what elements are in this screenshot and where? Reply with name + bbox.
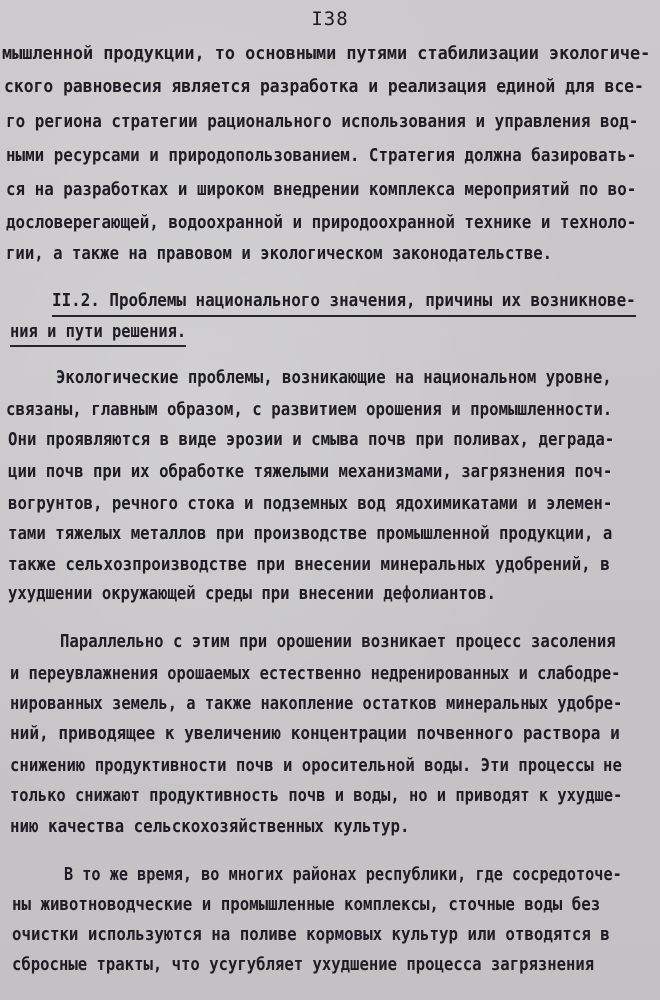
text-line: мышленной продукции, то основными путями стабилизации экологиче- [2, 44, 651, 64]
text-line: нию качества сельскохозяйственных культур. [10, 817, 410, 837]
text-line: ского равновесия является разработка и реализация единой для все- [4, 77, 644, 97]
text-line: В то же время, во многих районах республики, где сосредоточе- [64, 865, 622, 885]
text-line: вогрунтов, речного стока и подземных вод ядохимикатами и элемен- [8, 494, 613, 514]
text-line: очистки используются на поливе кормовых культур или отводятся в [12, 925, 610, 945]
heading-underline [52, 315, 636, 317]
text-line: ными ресурсами и природопользованием. Стратегия должна базировать- [6, 146, 637, 166]
heading-underline [10, 345, 186, 347]
text-line: ний, приводящее к увеличению концентрации почвенного раствора и [10, 724, 620, 744]
page-number: I38 [311, 8, 349, 30]
text-line: дословерегающей, водоохранной и природоохранной технике и техноло- [6, 213, 637, 233]
text-line: гии, а также на правовом и экологическом законодательстве. [6, 244, 553, 264]
heading-line: II.2. Проблемы национального значения, причины их возникнове- [52, 291, 636, 311]
text-line: го региона стратегии рационального использования и управления вод- [6, 112, 639, 132]
text-line: нированных земель, а также накопление остатков минеральных удобре- [10, 694, 623, 714]
text-line: Они проявляются в виде эрозии и смыва почв при поливах, деграда- [8, 430, 615, 450]
text-line: тами тяжелых металлов при производстве промышленной продукции, а [8, 524, 613, 544]
text-line: сбросные тракты, что усугубляет ухудшение процесса загрязнения [12, 955, 595, 975]
text-line: и переувлажнения орошаемых естественно недренированных и слабодре- [10, 664, 621, 684]
text-line: ны животноводческие и промышленные комплексы, сточные воды без [12, 895, 601, 915]
text-line: связаны, главным образом, с развитием орошения и промышленности. [6, 400, 613, 420]
text-line: ся на разработках и широком внедрении комплекса мероприятий по во- [6, 180, 637, 200]
text-line: Экологические проблемы, возникающие на национальном уровне, [56, 368, 612, 388]
text-line: только снижают продуктивность почв и воды, но и приводят к ухудше- [10, 786, 623, 806]
text-line: Параллельно с этим при орошении возникает процесс засоления [60, 632, 616, 652]
text-line: ции почв при их обработке тяжелыми механизмами, загрязнения поч- [8, 462, 613, 482]
text-line: ухудшении окружающей среды при внесении дефолиантов. [8, 584, 496, 604]
text-line: снижению продуктивности почв и оросительной воды. Эти процессы не [10, 756, 622, 776]
heading-line: ния и пути решения. [10, 322, 187, 342]
text-line: также сельхозпроизводстве при внесении минеральных удобрений, в [8, 555, 610, 575]
